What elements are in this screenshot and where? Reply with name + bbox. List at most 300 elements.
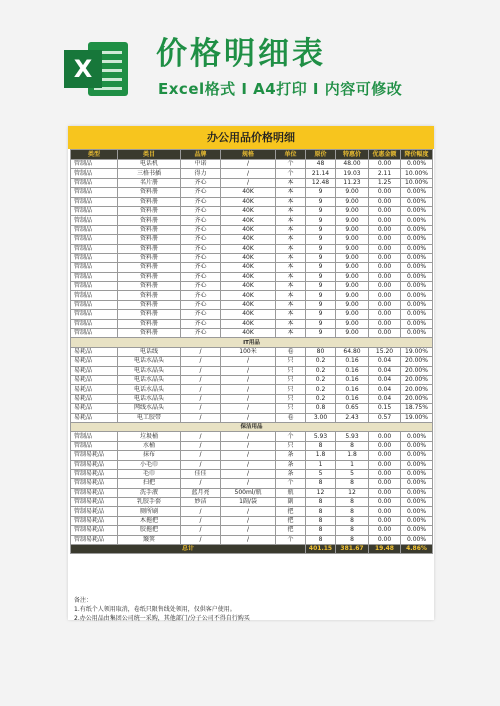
column-header: 单位 [276, 150, 306, 160]
table-cell: 电话机 [118, 160, 181, 169]
table-cell: 9.00 [336, 188, 369, 197]
table-cell: 9.00 [336, 272, 369, 281]
table-cell: 0.00 [369, 282, 401, 291]
table-cell: 0.00 [369, 451, 401, 460]
table-cell: 0.00 [369, 516, 401, 525]
table-cell: 9.00 [336, 225, 369, 234]
table-cell: 管制品 [71, 206, 118, 215]
table-row [71, 394, 433, 403]
note-line: 2.办公用品由集团公司统一采购，其他部门/分子公司不得自行购买 [74, 615, 250, 622]
table-cell: 瓶 [276, 488, 306, 497]
table-row [71, 329, 433, 338]
table-cell: 9 [306, 253, 336, 262]
note-line: 1.有纸个人领用取消，卷纸只限售线处领用，仅供客户使用。 [74, 606, 236, 613]
table-cell: 得力 [181, 169, 221, 178]
table-cell: 网线水晶头 [118, 404, 181, 413]
table-row [71, 310, 433, 319]
table-cell: 0.00 [369, 432, 401, 441]
table-cell: 8 [306, 498, 336, 507]
table-cell: 卷 [276, 347, 306, 356]
table-cell: 齐心 [181, 178, 221, 187]
total-special: 381.67 [336, 545, 369, 554]
total-rate: 4.86% [401, 545, 433, 554]
spreadsheet-page [68, 126, 434, 620]
table-cell: 齐心 [181, 206, 221, 215]
table-cell: 8 [336, 441, 369, 450]
table-cell: 管制易耗品 [71, 451, 118, 460]
table-cell: / [221, 375, 276, 384]
table-cell: 管制易耗品 [71, 469, 118, 478]
table-cell: 齐心 [181, 235, 221, 244]
table-cell: 条 [276, 460, 306, 469]
excel-logo-icon [64, 38, 130, 100]
table-cell: 9.00 [336, 310, 369, 319]
table-cell: 管制品 [71, 197, 118, 206]
table-row [71, 441, 433, 450]
table-cell: 本 [276, 291, 306, 300]
table-cell: 40K [221, 291, 276, 300]
table-cell: 0.00% [401, 469, 433, 478]
table-cell: 12.48 [306, 178, 336, 187]
table-row [71, 188, 433, 197]
table-cell: 9 [306, 319, 336, 328]
table-cell: 0.00% [401, 300, 433, 309]
table-cell: 电话水晶头 [118, 394, 181, 403]
table-cell: 8 [306, 441, 336, 450]
table-cell: 资料册 [118, 244, 181, 253]
table-cell: 资料册 [118, 310, 181, 319]
table-row [71, 197, 433, 206]
table-cell: 管制品 [71, 263, 118, 272]
table-row [71, 169, 433, 178]
table-cell: 40K [221, 235, 276, 244]
table-cell: 本 [276, 310, 306, 319]
table-cell: 9 [306, 272, 336, 281]
table-row [71, 451, 433, 460]
table-cell: / [221, 507, 276, 516]
table-cell: 管制易耗品 [71, 507, 118, 516]
notes [74, 596, 250, 623]
table-cell: 齐心 [181, 329, 221, 338]
table-cell: 管制易耗品 [71, 479, 118, 488]
table-cell: / [181, 432, 221, 441]
column-header: 优惠金额 [369, 150, 401, 160]
table-cell: / [181, 413, 221, 422]
table-cell: 齐心 [181, 244, 221, 253]
table-row [71, 535, 433, 544]
table-cell: / [181, 347, 221, 356]
table-cell: 抹布 [118, 451, 181, 460]
table-cell: 10.00% [401, 169, 433, 178]
table-cell: 8 [306, 526, 336, 535]
table-cell: / [181, 357, 221, 366]
table-cell: 0.00% [401, 282, 433, 291]
table-cell: 0.00% [401, 197, 433, 206]
column-header: 类型 [71, 150, 118, 160]
table-cell: 本 [276, 329, 306, 338]
table-cell: / [221, 404, 276, 413]
table-cell: 名片册 [118, 178, 181, 187]
table-cell: 9.00 [336, 263, 369, 272]
table-cell: 管制品 [71, 178, 118, 187]
table-cell: 8 [306, 507, 336, 516]
table-cell: 0.00 [369, 253, 401, 262]
table-cell: 副 [276, 498, 306, 507]
table-row [71, 282, 433, 291]
table-cell: 资料册 [118, 319, 181, 328]
table-cell: 8 [306, 535, 336, 544]
table-cell: 资料册 [118, 197, 181, 206]
table-cell: 管制品 [71, 235, 118, 244]
table-cell: 40K [221, 282, 276, 291]
table-cell: 只 [276, 357, 306, 366]
table-row [71, 347, 433, 356]
table-cell: 中诺 [181, 160, 221, 169]
table-cell: 0.00 [369, 526, 401, 535]
table-cell: 0.15 [369, 404, 401, 413]
table-row [71, 206, 433, 215]
table-cell: / [221, 526, 276, 535]
table-cell: 5.93 [336, 432, 369, 441]
table-cell: 管制品 [71, 441, 118, 450]
table-cell: 40K [221, 197, 276, 206]
table-cell: 齐心 [181, 272, 221, 281]
table-row [71, 253, 433, 262]
table-cell: / [221, 385, 276, 394]
table-cell: 厕所刷 [118, 507, 181, 516]
table-row [71, 300, 433, 309]
table-cell: 卷 [276, 413, 306, 422]
table-cell: 20.00% [401, 385, 433, 394]
table-cell: 条 [276, 451, 306, 460]
table-cell: 40K [221, 329, 276, 338]
table-cell: 齐心 [181, 282, 221, 291]
table-cell: 齐心 [181, 263, 221, 272]
table-cell: 1 [306, 460, 336, 469]
table-row [71, 460, 433, 469]
table-cell: 0.04 [369, 375, 401, 384]
table-cell: 40K [221, 225, 276, 234]
table-cell: 本 [276, 225, 306, 234]
table-cell: 条 [276, 469, 306, 478]
table-cell: 资料册 [118, 291, 181, 300]
table-cell: 2.11 [369, 169, 401, 178]
table-cell: 0.00% [401, 488, 433, 497]
table-cell: 18.75% [401, 404, 433, 413]
table-cell: 9.00 [336, 282, 369, 291]
table-cell: 资料册 [118, 263, 181, 272]
table-row [71, 469, 433, 478]
table-cell: 把 [276, 507, 306, 516]
table-row [71, 216, 433, 225]
table-cell: 蓝月亮 [181, 488, 221, 497]
table-cell: 0.04 [369, 385, 401, 394]
total-discount: 19.48 [369, 545, 401, 554]
table-cell: 8 [306, 479, 336, 488]
table-cell: 把 [276, 516, 306, 525]
table-cell: 0.16 [336, 375, 369, 384]
excel-logo-letter: X [64, 50, 102, 88]
table-cell: 8 [336, 507, 369, 516]
table-cell: 40K [221, 244, 276, 253]
table-cell: 0.00% [401, 188, 433, 197]
table-cell: 5 [336, 469, 369, 478]
table-cell: 0.00% [401, 319, 433, 328]
table-cell: 管制易耗品 [71, 460, 118, 469]
table-cell: / [181, 507, 221, 516]
table-cell: 0.00% [401, 329, 433, 338]
table-cell: 0.00 [369, 507, 401, 516]
column-header: 类目 [118, 150, 181, 160]
table-cell: 管制品 [71, 291, 118, 300]
table-cell: 9.00 [336, 197, 369, 206]
table-cell: 管制品 [71, 310, 118, 319]
table-cell: 1 [336, 460, 369, 469]
table-cell: 9 [306, 244, 336, 253]
table-cell: 9 [306, 263, 336, 272]
table-cell: / [181, 404, 221, 413]
table-row [71, 375, 433, 384]
table-cell: 三格书插 [118, 169, 181, 178]
table-row [71, 479, 433, 488]
table-row [71, 160, 433, 169]
table-cell: 9.00 [336, 329, 369, 338]
table-cell: 本 [276, 263, 306, 272]
table-cell: 电工胶带 [118, 413, 181, 422]
section-header-row [71, 422, 433, 431]
table-row [71, 263, 433, 272]
table-cell: 0.00 [369, 188, 401, 197]
table-cell: 40K [221, 272, 276, 281]
table-cell: 管制品 [71, 282, 118, 291]
table-cell: / [181, 441, 221, 450]
table-cell: 0.00% [401, 526, 433, 535]
table-cell: 8 [336, 516, 369, 525]
table-cell: 8 [306, 516, 336, 525]
table-cell: 0.00% [401, 498, 433, 507]
column-header: 特惠价 [336, 150, 369, 160]
table-cell: 电话线 [118, 347, 181, 356]
table-row [71, 235, 433, 244]
table-cell: 木拖把 [118, 516, 181, 525]
table-cell: 小毛巾 [118, 460, 181, 469]
table-cell: / [181, 479, 221, 488]
table-cell: / [221, 394, 276, 403]
table-cell: 9.00 [336, 253, 369, 262]
table-cell: / [221, 160, 276, 169]
table-cell: 易耗品 [71, 375, 118, 384]
table-cell: 0.00 [369, 469, 401, 478]
table-cell: 0.00 [369, 300, 401, 309]
table-cell: 资料册 [118, 329, 181, 338]
table-cell: 齐心 [181, 310, 221, 319]
table-cell: 管制品 [71, 169, 118, 178]
table-cell: 管制易耗品 [71, 526, 118, 535]
table-cell: 本 [276, 253, 306, 262]
table-cell: 管制易耗品 [71, 488, 118, 497]
table-cell: 管制品 [71, 188, 118, 197]
table-cell: 2.43 [336, 413, 369, 422]
table-cell: 易耗品 [71, 347, 118, 356]
table-cell: 0.00 [369, 488, 401, 497]
table-cell: 0.00% [401, 535, 433, 544]
table-cell: 电话水晶头 [118, 357, 181, 366]
table-cell: 20.00% [401, 394, 433, 403]
table-cell: 9 [306, 188, 336, 197]
table-cell: 垃圾桶 [118, 432, 181, 441]
table-cell: / [221, 460, 276, 469]
table-cell: 0.2 [306, 366, 336, 375]
table-cell: 个 [276, 432, 306, 441]
table-cell: 妙洁 [181, 498, 221, 507]
table-cell: / [181, 451, 221, 460]
table-cell: 10.00% [401, 178, 433, 187]
table-cell: 佳佳 [181, 469, 221, 478]
table-cell: / [181, 535, 221, 544]
table-cell: 资料册 [118, 282, 181, 291]
table-cell: 本 [276, 188, 306, 197]
table-row [71, 404, 433, 413]
table-row [71, 488, 433, 497]
table-cell: 管制易耗品 [71, 498, 118, 507]
table-cell: 0.00% [401, 216, 433, 225]
table-row [71, 498, 433, 507]
table-cell: 9 [306, 329, 336, 338]
table-cell: 40K [221, 206, 276, 215]
table-cell: 0.04 [369, 394, 401, 403]
table-row [71, 516, 433, 525]
table-cell: 管制品 [71, 432, 118, 441]
table-cell: 0.00 [369, 329, 401, 338]
table-row [71, 225, 433, 234]
table-cell: 20.00% [401, 375, 433, 384]
table-cell: / [221, 479, 276, 488]
column-header: 规格 [221, 150, 276, 160]
table-cell: 9.00 [336, 300, 369, 309]
table-cell: 0.00% [401, 291, 433, 300]
table-cell: 齐心 [181, 253, 221, 262]
table-cell: 乳胶手套 [118, 498, 181, 507]
table-row [71, 357, 433, 366]
price-table [70, 149, 433, 554]
table-cell: 1副/袋 [221, 498, 276, 507]
sheet-title: 办公用品价格明细 [68, 126, 434, 149]
table-cell: / [221, 178, 276, 187]
table-cell: 易耗品 [71, 357, 118, 366]
table-cell: 资料册 [118, 188, 181, 197]
table-cell: 0.00 [369, 310, 401, 319]
table-cell: 资料册 [118, 253, 181, 262]
table-cell: 0.16 [336, 394, 369, 403]
table-cell: 0.00 [369, 206, 401, 215]
table-cell: / [181, 460, 221, 469]
table-cell: 易耗品 [71, 394, 118, 403]
table-cell: 齐心 [181, 319, 221, 328]
table-cell: 0.00% [401, 432, 433, 441]
total-row [71, 545, 433, 554]
table-cell: 0.00 [369, 216, 401, 225]
table-cell: 8 [336, 526, 369, 535]
table-cell: 资料册 [118, 300, 181, 309]
table-cell: 把 [276, 526, 306, 535]
table-cell: 只 [276, 385, 306, 394]
table-cell: 电话水晶头 [118, 385, 181, 394]
table-row [71, 178, 433, 187]
table-cell: / [221, 441, 276, 450]
table-cell: / [181, 385, 221, 394]
table-cell: 40K [221, 319, 276, 328]
table-cell: 齐心 [181, 291, 221, 300]
table-cell: 9 [306, 282, 336, 291]
page-subtitle: Excel格式 Ι A4打印 Ι 内容可修改 [158, 80, 403, 98]
table-cell: / [221, 516, 276, 525]
table-cell: 0.16 [336, 357, 369, 366]
table-cell: / [221, 535, 276, 544]
table-cell: 0.00 [369, 319, 401, 328]
table-cell: 48 [306, 160, 336, 169]
table-cell: 20.00% [401, 366, 433, 375]
table-cell: 8 [336, 498, 369, 507]
table-cell: / [221, 366, 276, 375]
table-row [71, 385, 433, 394]
table-cell: 0.00% [401, 451, 433, 460]
table-cell: 资料册 [118, 235, 181, 244]
table-row [71, 366, 433, 375]
table-cell: 齐心 [181, 188, 221, 197]
table-cell: 40K [221, 253, 276, 262]
table-cell: 0.16 [336, 366, 369, 375]
table-cell: 0.04 [369, 357, 401, 366]
page-title: 价格明细表 [156, 36, 326, 72]
table-cell: 个 [276, 535, 306, 544]
table-cell: / [221, 451, 276, 460]
table-cell: 只 [276, 404, 306, 413]
table-cell: 0.00 [369, 479, 401, 488]
table-cell: 48.00 [336, 160, 369, 169]
table-header-row [71, 150, 433, 160]
table-cell: 0.00% [401, 263, 433, 272]
table-cell: 12 [336, 488, 369, 497]
table-cell: 0.00% [401, 225, 433, 234]
table-cell: 管制品 [71, 300, 118, 309]
table-row [71, 319, 433, 328]
table-row [71, 413, 433, 422]
table-cell: 40K [221, 300, 276, 309]
table-cell: 簸箕 [118, 535, 181, 544]
table-cell: 本 [276, 216, 306, 225]
table-cell: 本 [276, 272, 306, 281]
table-cell: 0.00% [401, 507, 433, 516]
table-cell: 0.00% [401, 272, 433, 281]
table-cell: 0.00 [369, 498, 401, 507]
table-cell: 1.8 [306, 451, 336, 460]
table-cell: 9 [306, 197, 336, 206]
table-cell: 管制易耗品 [71, 516, 118, 525]
table-cell: 管制品 [71, 216, 118, 225]
total-label: 总计 [71, 545, 306, 554]
table-cell: 毛巾 [118, 469, 181, 478]
table-cell: 8 [336, 479, 369, 488]
table-cell: 洗手液 [118, 488, 181, 497]
table-cell: / [221, 413, 276, 422]
table-cell: 0.04 [369, 366, 401, 375]
table-cell: 9 [306, 216, 336, 225]
table-cell: 0.2 [306, 375, 336, 384]
table-cell: 0.00 [369, 244, 401, 253]
table-cell: 资料册 [118, 206, 181, 215]
table-cell: 0.00% [401, 244, 433, 253]
table-cell: 20.00% [401, 357, 433, 366]
